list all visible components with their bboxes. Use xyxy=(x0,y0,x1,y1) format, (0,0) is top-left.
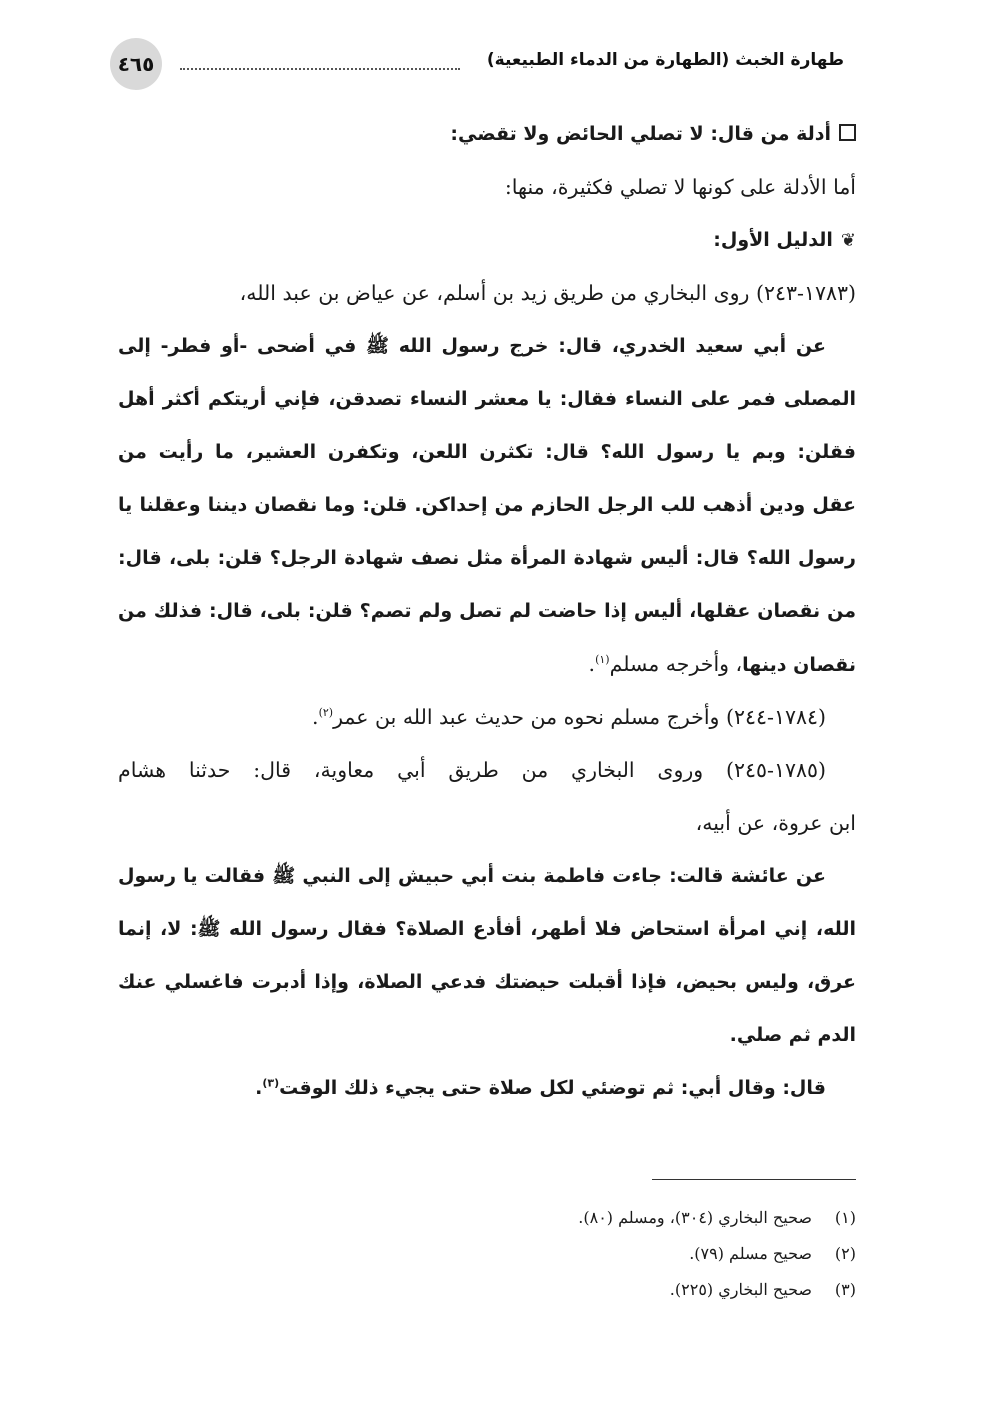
footnote-item xyxy=(118,1272,856,1308)
hadith-1783-text-line: المصلى فمر على النساء فقال: يا معشر النساء تصدقن، فإني أريتكم أكثر أهل xyxy=(118,388,856,410)
intro-text: أما الأدلة على كونها لا تصلي فكثيرة، منها: xyxy=(504,175,856,199)
footnote-ref-3[interactable]: (٣) xyxy=(262,1076,280,1090)
footnote-number: (٢) xyxy=(834,1244,856,1263)
page-number: ٤٦٥ xyxy=(110,38,162,90)
footnote-item xyxy=(118,1236,856,1272)
hadith-1785-chain: ابن عروة، عن أبيه، xyxy=(695,811,856,835)
hadith-1785-addition-text: قال: وقال أبي: ثم توضئي لكل صلاة حتى يجيء ذلك الوقت xyxy=(279,1077,826,1099)
hadith-1783-text-last: نقصان دينها، وأخرجه مسلم$^{(١)}$. xyxy=(588,652,856,676)
footnotes xyxy=(118,1200,856,1308)
footnote-divider xyxy=(652,1179,856,1180)
hadith-1783-source: ، وأخرجه مسلم xyxy=(609,652,743,676)
hadith-1785-text-line: الدم ثم صلي. xyxy=(729,1024,856,1046)
footnote-text: صحيح البخاري (٣٠٤)، ومسلم (٨٠). xyxy=(578,1208,812,1227)
subheading xyxy=(118,214,856,267)
leaf-ornament-icon: ❦ xyxy=(840,230,856,251)
hadith-1785-text-line: عرق، وليس بحيض، فإذا أقبلت حيضتك فدعي الصلاة، وإذا أدبرت فاغسلي عنك xyxy=(118,971,856,993)
hadith-1783-text-line: عن أبي سعيد الخدري، قال: خرج رسول الله ﷺ في أضحى -أو فطر- إلى xyxy=(118,335,826,357)
hadith-1785-addition: قال: وقال أبي: ثم توضئي لكل صلاة حتى يجيء ذلك الوقت$^{(٣)}$. xyxy=(255,1076,826,1099)
hadith-1783-bold-end: نقصان دينها xyxy=(742,654,856,676)
running-title: طهارة الخبث (الطهارة من الدماء الطبيعية) xyxy=(486,50,844,70)
footnote-number: (٣) xyxy=(834,1280,856,1299)
subheading-text: الدليل الأول: xyxy=(713,229,833,251)
footnote-ref-2[interactable]: (٢) xyxy=(318,706,334,720)
hadith-1783-text-line: فقلن: وبم يا رسول الله؟ قال: تكثرن اللعن، وتكفرن العشير، ما رأيت من xyxy=(118,441,856,463)
footnote-text: صحيح البخاري (٢٢٥). xyxy=(669,1280,812,1299)
footnote-number: (١) xyxy=(834,1208,856,1227)
hadith-1784: (١٧٨٤-٢٤٤) وأخرج مسلم نحوه من حديث عبد الله بن عمر$^{(٢)}$. xyxy=(312,705,826,729)
page-header xyxy=(104,38,844,98)
hadith-1785-chain: (١٧٨٥-٢٤٥) وروى البخاري من طريق أبي معاوية، قال: حدثنا هشام xyxy=(118,758,826,782)
footnote-text: صحيح مسلم (٧٩). xyxy=(689,1244,812,1263)
section-heading-text: أدلة من قال: لا تصلي الحائض ولا تقضي: xyxy=(450,123,831,145)
hadith-1785-text-line: الله، إني امرأة استحاض فلا أطهر، أفأدع الصلاة؟ فقال رسول الله ﷺ: لا، إنما xyxy=(118,918,856,940)
header-dotted-leader xyxy=(180,68,460,70)
footnote-item xyxy=(118,1200,856,1236)
section-heading xyxy=(118,108,856,161)
checkbox-square-icon xyxy=(839,124,856,141)
hadith-1783-text-line: رسول الله؟ قال: أليس شهادة المرأة مثل نصف شهادة الرجل؟ قلن: بلى، قال: xyxy=(118,547,856,569)
hadith-1783-text-line: عقل ودين أذهب للب الرجل الحازم من إحداكن. قلن: وما نقصان ديننا وعقلنا يا xyxy=(118,494,856,516)
hadith-1785-text-line: عن عائشة قالت: جاءت فاطمة بنت أبي حبيش إلى النبي ﷺ فقالت يا رسول xyxy=(118,865,826,887)
hadith-1784-text: (١٧٨٤-٢٤٤) وأخرج مسلم نحوه من حديث عبد الله بن عمر xyxy=(333,705,826,729)
page-body xyxy=(118,108,856,1115)
hadith-1783-text-line: من نقصان عقلها، أليس إذا حاضت لم تصل ولم تصم؟ قلن: بلى، قال: فذلك من xyxy=(118,600,856,622)
hadith-1783-chain: (١٧٨٣-٢٤٣) روى البخاري من طريق زيد بن أسلم، عن عياض بن عبد الله، xyxy=(239,281,856,305)
footnote-ref-1[interactable]: (١) xyxy=(595,653,610,667)
